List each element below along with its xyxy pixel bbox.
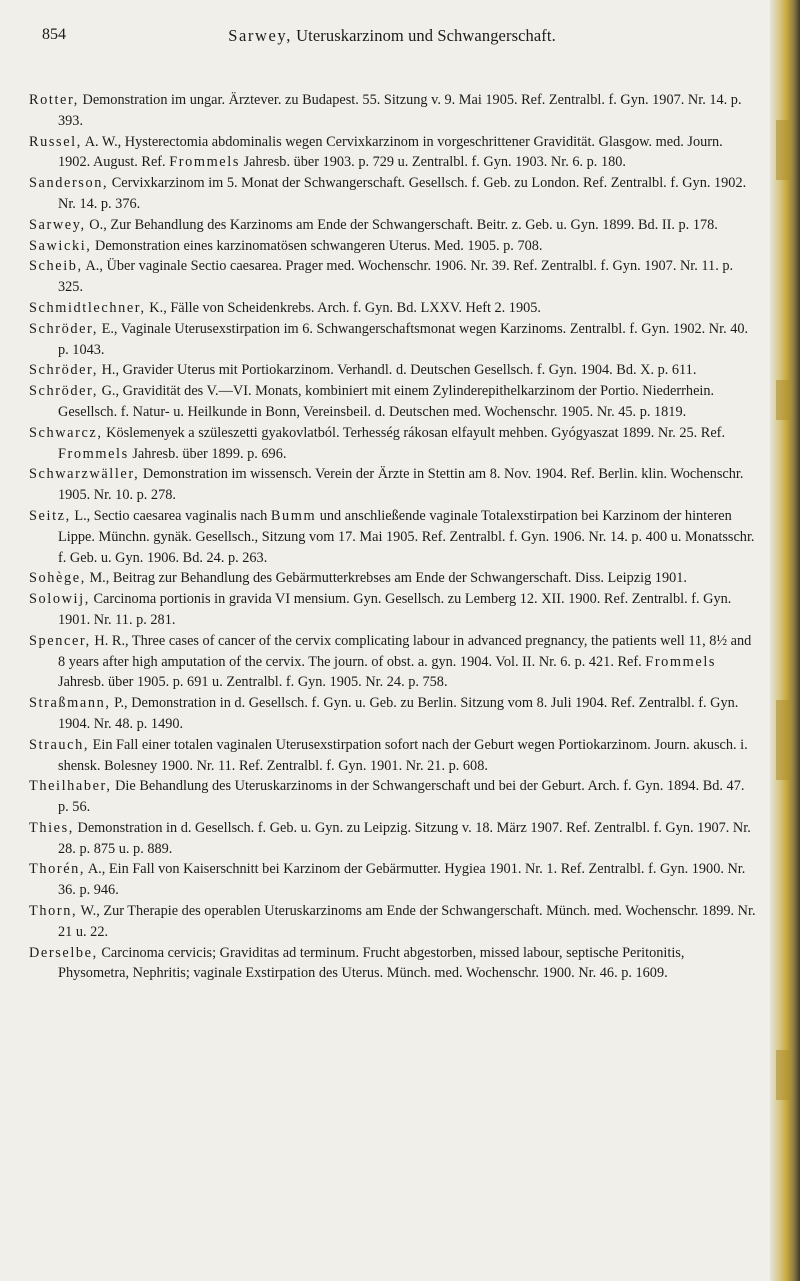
book-binding-edge [770, 0, 800, 1281]
reference-text: M., Beitrag zur Behandlung des Gebärmutterkrebses am Ende der Schwangerschaft. Diss. Leipzig 1901. [85, 570, 687, 587]
page-number: 854 [42, 26, 66, 43]
reference-text: K., Fälle von Scheidenkrebs. Arch. f. Gyn. Bd. LXXV. Heft 2. 1905. [145, 299, 541, 316]
reference-text: H. R., Three cases of cancer of the cervix complicating labour in advanced pregnancy, the patients well 11, 8½ and 8 years after high amputation of the cervix. The journ. of obst. a. gyn. 1904. Vol. II. Nr. 6. p. 421. Ref. [58, 632, 752, 670]
reference-entry [29, 589, 757, 631]
reference-text-continued: und anschließende vaginale Totalexstirpation bei Karzinom der hinteren Lippe. Münchn. gynäk. Gesellsch., Sitzung vom 17. Mai 1905. Ref. Zentralbl. f. Gyn. 1906. Nr. 14. p. 400 u. Monatsschr. f. Geb. u. Gyn. 1906. Bd. 24. p. 263. [58, 507, 755, 566]
reference-author: Schröder, [29, 320, 99, 337]
reference-text: Demonstration eines karzinomatösen schwangeren Uterus. Med. 1905. p. 708. [91, 237, 543, 254]
reference-entry [29, 298, 757, 319]
reference-entry [29, 776, 757, 818]
reference-entry [29, 631, 757, 693]
running-title [42, 26, 742, 46]
reference-text: W., Zur Therapie des operablen Uteruskarzinoms am Ende der Schwangerschaft. Münch. med. Wochenschr. 1899. Nr. 21 u. 22. [58, 903, 756, 940]
reference-author: Schwarcz, [29, 424, 103, 441]
running-title-author: Sarwey, [228, 26, 292, 45]
reference-author: Straßmann, [29, 695, 111, 712]
reference-entry [29, 464, 757, 506]
reference-text: H., Gravider Uterus mit Portiokarzinom. Verhandl. d. Deutschen Gesellsch. f. Gyn. 1904. Bd. X. p. 611. [98, 362, 697, 379]
reference-text: Ein Fall einer totalen vaginalen Uterusexstirpation sofort nach der Geburt wegen Portiokarzinom. Journ. akusch. i. shensk. Bolesney 1900. Nr. 11. Ref. Zentralbl. f. Gyn. 1901. Nr. 21. p. 608. [58, 736, 748, 774]
reference-text-continued: Jahresb. über 1899. p. 696. [128, 445, 287, 462]
reference-text: G., Gravidität des V.—VI. Monats, kombiniert mit einem Zylinderepithelkarzinom der Portio. Niederrhein. Gesellsch. f. Natur- u. Heilkunde in Bonn, Vereinsbeil. d. Deutschen med. Wochenschr. 1905. Nr. 45. p. 1819. [58, 383, 715, 420]
reference-entry [29, 256, 757, 298]
reference-author: Seitz, [29, 507, 71, 524]
reference-entry [29, 360, 757, 381]
reference-text: Köslemenyek a szüleszetti gyakovlatból. Terhesség rákosan elfayult mehben. Gyógyaszat 1899. Nr. 25. Ref. [102, 424, 726, 441]
reference-author: Sawicki, [29, 237, 92, 254]
reference-entry [29, 506, 757, 568]
reference-text: L., Sectio caesarea vaginalis nach [70, 507, 271, 524]
reference-author: Thorén, [29, 861, 86, 878]
reference-author: Schmidtlechner, [29, 299, 146, 316]
bibliography-list [29, 90, 757, 984]
reference-text: Demonstration in d. Gesellsch. f. Geb. u. Gyn. zu Leipzig. Sitzung v. 18. März 1907. Ref. Zentralbl. f. Gyn. 1907. Nr. 28. p. 875 u. p. 889. [58, 819, 751, 857]
reference-text: Die Behandlung des Uteruskarzinoms in der Schwangerschaft und bei der Geburt. Arch. f. Gyn. 1894. Bd. 47. p. 56. [58, 778, 745, 816]
reference-entry [29, 901, 757, 943]
reference-text: Carcinoma cervicis; Graviditas ad terminum. Frucht abgestorben, missed labour, septische Peritonitis, Physometra, Nephritis; vaginale Exstirpation des Uterus. Münch. med. Wochenschr. 1900. Nr. 46. p. 1609. [58, 944, 685, 982]
reference-text-continued: Jahresb. über 1905. p. 691 u. Zentralbl. f. Gyn. 1905. Nr. 24. p. 758. [58, 674, 448, 691]
running-title-text: Uteruskarzinom und Schwangerschaft. [291, 26, 556, 45]
reference-author: Strauch, [29, 736, 90, 753]
reference-entry [29, 215, 757, 236]
reference-author: Schröder, [29, 362, 99, 379]
reference-entry [29, 236, 757, 257]
page-header [42, 26, 742, 50]
reference-author: Sohège, [29, 570, 86, 587]
reference-author: Scheib, [29, 258, 83, 275]
reference-text: Cervixkarzinom im 5. Monat der Schwangerschaft. Gesellsch. f. Geb. zu London. Ref. Zentralbl. f. Gyn. 1902. Nr. 14. p. 376. [58, 175, 747, 212]
reference-text: Carcinoma portionis in gravida VI mensium. Gyn. Gesellsch. zu Lemberg 12. XII. 1900. Ref. Zentralbl. f. Gyn. 1901. Nr. 11. p. 281. [58, 591, 732, 628]
reference-entry [29, 90, 757, 132]
reference-author: Sanderson, [29, 175, 109, 192]
reference-author: Thies, [29, 819, 74, 836]
reference-author: Thorn, [29, 903, 78, 920]
reference-text: P., Demonstration in d. Gesellsch. f. Gyn. u. Geb. zu Berlin. Sitzung vom 8. Juli 1904. Ref. Zentralbl. f. Gyn. 1904. Nr. 48. p. 1490. [58, 695, 739, 732]
reference-author: Sarwey, [29, 216, 86, 233]
reference-entry [29, 381, 757, 423]
reference-spaced-name: Frommels [58, 445, 129, 462]
reference-author: Theilhaber, [29, 778, 112, 795]
reference-entry [29, 173, 757, 215]
reference-author: Spencer, [29, 632, 91, 649]
reference-author: Solowij, [29, 591, 90, 608]
reference-text: A., Über vaginale Sectio caesarea. Prager med. Wochenschr. 1906. Nr. 39. Ref. Zentralbl. f. Gyn. 1907. Nr. 11. p. 325. [58, 258, 734, 296]
reference-entry [29, 132, 757, 174]
reference-entry [29, 319, 757, 361]
reference-text: A., Ein Fall von Kaiserschnitt bei Karzinom der Gebärmutter. Hygiea 1901. Nr. 1. Ref. Zentralbl. f. Gyn. 1900. Nr. 36. p. 946. [58, 861, 746, 899]
reference-text: Demonstration im wissensch. Verein der Ärzte in Stettin am 8. Nov. 1904. Ref. Berlin. klin. Wochenschr. 1905. Nr. 10. p. 278. [58, 466, 744, 504]
reference-spaced-name: Bumm [270, 507, 317, 524]
reference-author: Derselbe, [29, 944, 98, 961]
reference-entry [29, 943, 757, 985]
reference-text: E., Vaginale Uterusexstirpation im 6. Schwangerschaftsmonat wegen Karzinoms. Zentralbl. f. Gyn. 1902. Nr. 40. p. 1043. [58, 320, 749, 358]
reference-author: Rotter, [29, 92, 79, 108]
reference-author: Schröder, [29, 383, 99, 400]
reference-spaced-name: Frommels [645, 653, 717, 670]
reference-entry [29, 423, 757, 465]
reference-author: Schwarzwäller, [29, 466, 140, 483]
reference-entry [29, 693, 757, 735]
reference-entry [29, 859, 757, 901]
reference-entry [29, 735, 757, 777]
reference-spaced-name: Frommels [169, 154, 240, 171]
reference-text-continued: Jahresb. über 1903. p. 729 u. Zentralbl. f. Gyn. 1903. Nr. 6. p. 180. [240, 154, 626, 171]
reference-entry [29, 818, 757, 860]
reference-author: Russel, [29, 133, 82, 150]
reference-text: Demonstration im ungar. Ärztever. zu Budapest. 55. Sitzung v. 9. Mai 1905. Ref. Zentralbl. f. Gyn. 1907. Nr. 14. p. 393. [58, 92, 742, 129]
reference-text: O., Zur Behandlung des Karzinoms am Ende der Schwangerschaft. Beitr. z. Geb. u. Gyn. 1899. Bd. II. p. 178. [85, 216, 718, 233]
reference-entry [29, 568, 757, 589]
reference-text: A. W., Hysterectomia abdominalis wegen Cervixkarzinom in vorgeschrittener Gravidität. Glasgow. med. Journ. 1902. August. Ref. [58, 133, 723, 171]
